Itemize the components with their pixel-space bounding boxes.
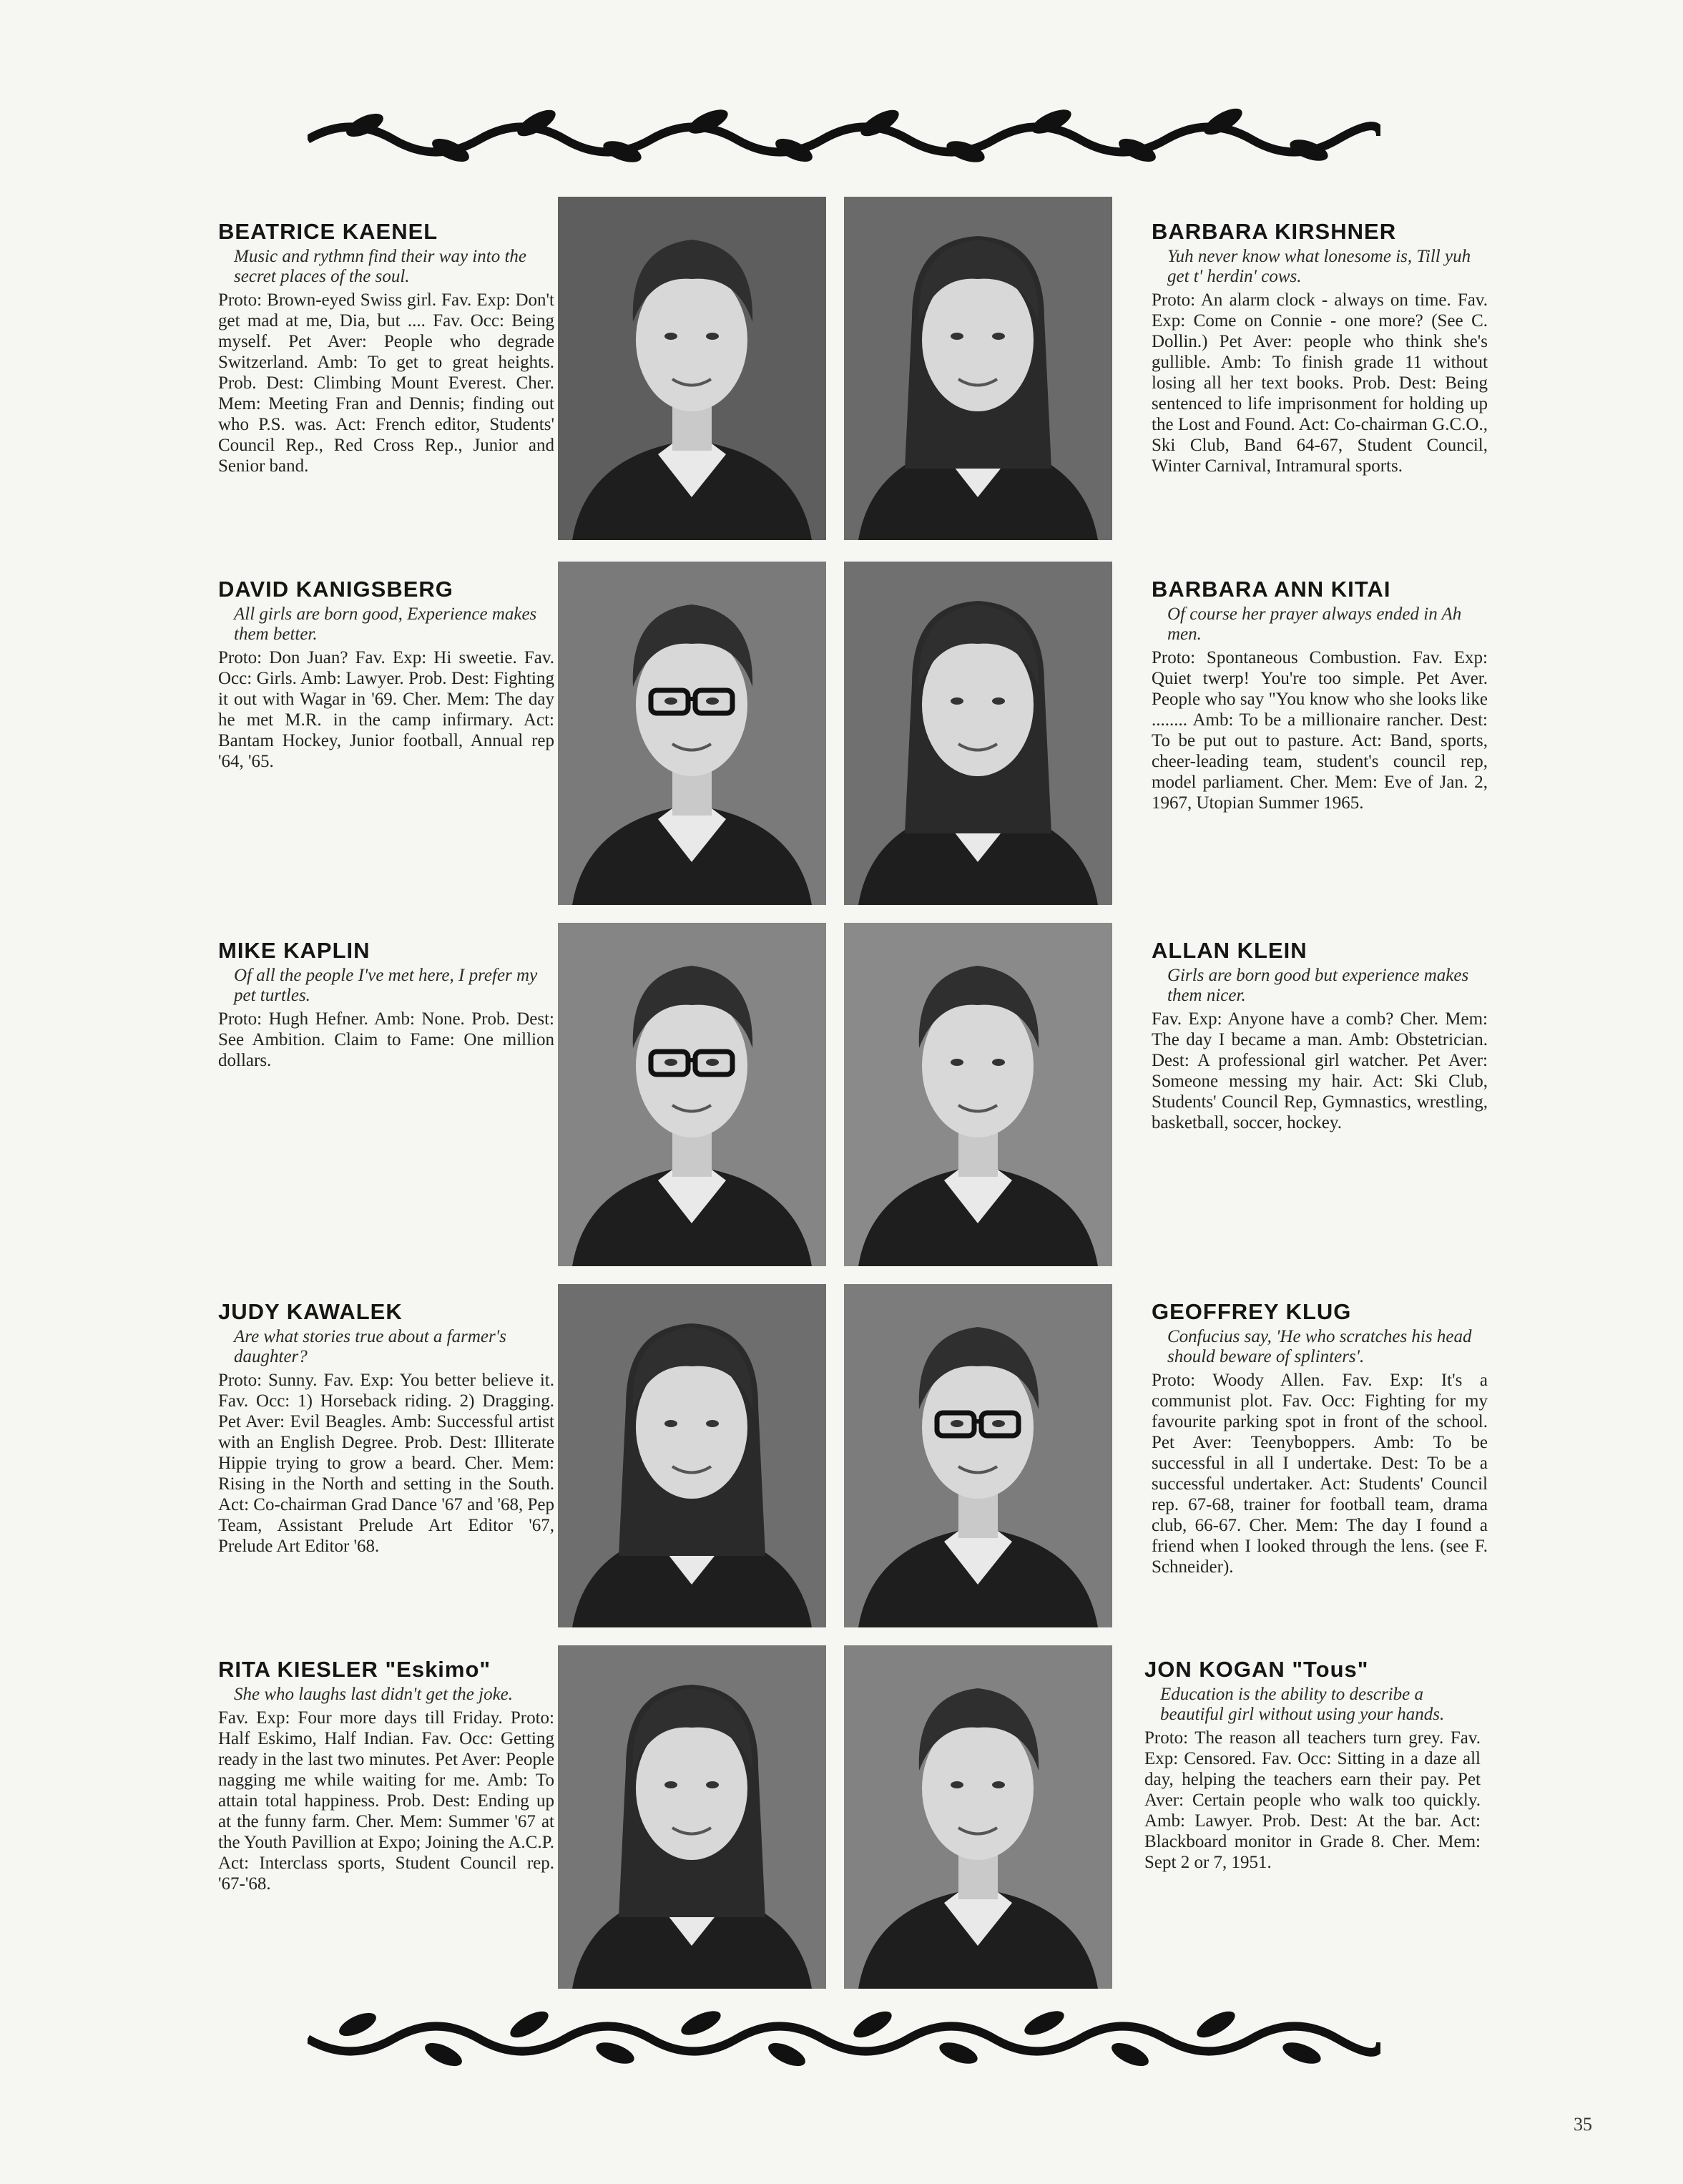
portrait-silhouette bbox=[558, 1284, 826, 1627]
entry-beatrice-kaenel bbox=[218, 218, 554, 476]
student-quote: Are what stories true about a farmer's daughter? bbox=[234, 1327, 506, 1366]
student-name: RITA KIESLER "Eskimo" bbox=[218, 1657, 491, 1682]
student-name: BEATRICE KAENEL bbox=[218, 219, 438, 244]
portrait-photo bbox=[558, 1284, 826, 1627]
portrait-photo bbox=[558, 1645, 826, 1989]
portrait-silhouette bbox=[844, 197, 1112, 540]
student-bio: Proto: Don Juan? Fav. Exp: Hi sweetie. Fav. Occ: Girls. Amb: Lawyer. Prob. Dest: Fighting it out with Wagar in '69. Cher. Mem: The day he met M.R. in the camp infirmary. Act: Bantam Hockey, Junior football, Annual rep '64, '65. bbox=[218, 648, 554, 771]
page-number: 35 bbox=[1574, 2114, 1592, 2135]
portrait-photo bbox=[844, 562, 1112, 905]
student-name: DAVID KANIGSBERG bbox=[218, 577, 453, 602]
portrait-photo bbox=[844, 923, 1112, 1266]
portrait-photo bbox=[558, 197, 826, 540]
student-bio: Proto: Sunny. Fav. Exp: You better believe it. Fav. Occ: 1) Horseback riding. 2) Dragging. Pet Aver: Evil Beagles. Amb: Successful artist with an English Degree. Prob. Dest: Illiterate Hippie trying to grow a beard. Cher. Mem: Rising in the North and setting in the South. Act: Co-chairman Grad Dance '67 and '68, Pep Team, Assistant Prelude Art Editor '67, Prelude Art Editor '68. bbox=[218, 1371, 554, 1556]
portrait-silhouette bbox=[844, 1284, 1112, 1627]
portrait-silhouette bbox=[558, 562, 826, 905]
student-quote: Confucius say, 'He who scratches his head should beware of splinters'. bbox=[1167, 1327, 1472, 1366]
vine-border-top bbox=[308, 100, 1380, 165]
entry-barbara-ann-kitai bbox=[1152, 576, 1488, 813]
entry-david-kanigsberg bbox=[218, 576, 554, 772]
portrait-photo bbox=[844, 197, 1112, 540]
student-quote: Yuh never know what lonesome is, Till yuh get t' herdin' cows. bbox=[1167, 247, 1471, 286]
student-name: BARBARA KIRSHNER bbox=[1152, 219, 1397, 244]
portrait-silhouette bbox=[844, 562, 1112, 905]
portrait-silhouette bbox=[844, 1645, 1112, 1989]
student-quote: Of all the people I've met here, I prefer my pet turtles. bbox=[234, 966, 538, 1005]
student-bio: Fav. Exp: Anyone have a comb? Cher. Mem: The day I became a man. Amb: Obstetrician. Dest: A professional girl watcher. Pet Aver: Someone messing my hair. Act: Ski Club, Students' Council Rep, Gymnastics, wrestling, basketball, soccer, hockey. bbox=[1152, 1009, 1488, 1132]
entry-allan-klein bbox=[1152, 937, 1488, 1133]
student-name: GEOFFREY KLUG bbox=[1152, 1299, 1352, 1324]
vine-border-bottom bbox=[308, 2003, 1380, 2067]
portrait-photo bbox=[844, 1284, 1112, 1627]
student-name: MIKE KAPLIN bbox=[218, 938, 371, 963]
student-name: BARBARA ANN KITAI bbox=[1152, 577, 1391, 602]
student-bio: Proto: Woody Allen. Fav. Exp: It's a communist plot. Fav. Occ: Fighting for my favourite parking spot in front of the school. Pet Aver: Teenyboppers. Amb: To be successful in all I undertake. Dest: To be a successful undertaker. Act: Students' Council rep. 67-68, trainer for football team, drama club, 66-67. Cher. Mem: The day I found a friend when I looked through the lens. (see F. Schneider). bbox=[1152, 1371, 1488, 1577]
portrait-silhouette bbox=[558, 923, 826, 1266]
portrait-photo bbox=[558, 562, 826, 905]
entry-rita-kiesler bbox=[218, 1656, 554, 1894]
student-quote: She who laughs last didn't get the joke. bbox=[234, 1685, 514, 1704]
student-quote: Of course her prayer always ended in Ah men. bbox=[1167, 604, 1462, 644]
portrait-silhouette bbox=[558, 1645, 826, 1989]
entry-barbara-kirshner bbox=[1152, 218, 1488, 476]
portrait-photo bbox=[558, 923, 826, 1266]
student-bio: Proto: An alarm clock - always on time. Fav. Exp: Come on Connie - one more? (See C. Dollin.) Pet Aver: people who think she's gullible. Amb: To finish grade 11 without losing all her text books. Prob. Dest: Being sentenced to life imprisonment for holding up the Lost and Found. Act: Co-chairman G.C.O., Ski Club, Band 64-67, Student Council, Winter Carnival, Intramural sports. bbox=[1152, 290, 1488, 476]
portrait-silhouette bbox=[844, 923, 1112, 1266]
student-bio: Fav. Exp: Four more days till Friday. Proto: Half Eskimo, Half Indian. Fav. Occ: Getting ready in the last two minutes. Pet Aver: People nagging me while waiting for me. Amb: To attain total happiness. Prob. Dest: Ending up at the funny farm. Cher. Mem: Summer '67 at the Youth Pavillion at Expo; Joining the A.C.P. Act: Interclass sports, Student Council rep. '67-'68. bbox=[218, 1708, 554, 1894]
student-bio: Proto: Brown-eyed Swiss girl. Fav. Exp: Don't get mad at me, Dia, but .... Fav. Occ: Being myself. Pet Aver: People who degrade Switzerland. Amb: To get to great heights. Prob. Dest: Climbing Mount Everest. Cher. Mem: Meeting Fran and Dennis; finding out who P.S. was. Act: French editor, Students' Council Rep., Red Cross Rep., Junior and Senior band. bbox=[218, 290, 554, 476]
entry-geoffrey-klug bbox=[1152, 1298, 1488, 1577]
student-quote: Music and rythmn find their way into the secret places of the soul. bbox=[234, 247, 526, 286]
entry-judy-kawalek bbox=[218, 1298, 554, 1557]
student-quote: All girls are born good, Experience makes them better. bbox=[234, 604, 537, 644]
student-bio: Proto: Hugh Hefner. Amb: None. Prob. Dest: See Ambition. Claim to Fame: One million dollars. bbox=[218, 1009, 554, 1070]
entry-jon-kogan bbox=[1144, 1656, 1481, 1873]
student-name: JON KOGAN "Tous" bbox=[1144, 1657, 1369, 1682]
portrait-silhouette bbox=[558, 197, 826, 540]
student-name: JUDY KAWALEK bbox=[218, 1299, 403, 1324]
portrait-photo bbox=[844, 1645, 1112, 1989]
student-bio: Proto: Spontaneous Combustion. Fav. Exp: Quiet twerp! You're too simple. Pet Aver. People who say "You know who she looks like ........ Amb: To be a millionaire rancher. Dest: To be put out to pasture. Act: Band, sports, cheer-leading team, student's council rep, model parliament. Cher. Mem: Eve of Jan. 2, 1967, Utopian Summer 1965. bbox=[1152, 648, 1488, 813]
student-quote: Girls are born good but experience makes them nicer. bbox=[1167, 966, 1469, 1005]
student-quote: Education is the ability to describe a beautiful girl without using your hands. bbox=[1160, 1685, 1445, 1724]
entry-mike-kaplin bbox=[218, 937, 554, 1071]
student-name: ALLAN KLEIN bbox=[1152, 938, 1307, 963]
student-bio: Proto: The reason all teachers turn grey. Fav. Exp: Censored. Fav. Occ: Sitting in a daze all day, helping the teachers earn their pay. Pet Aver: Certain people who walk too quickly. Amb: Lawyer. Prob. Dest: At the bar. Act: Blackboard monitor in Grade 8. Cher. Mem: Sept 2 or 7, 1951. bbox=[1144, 1728, 1481, 1872]
